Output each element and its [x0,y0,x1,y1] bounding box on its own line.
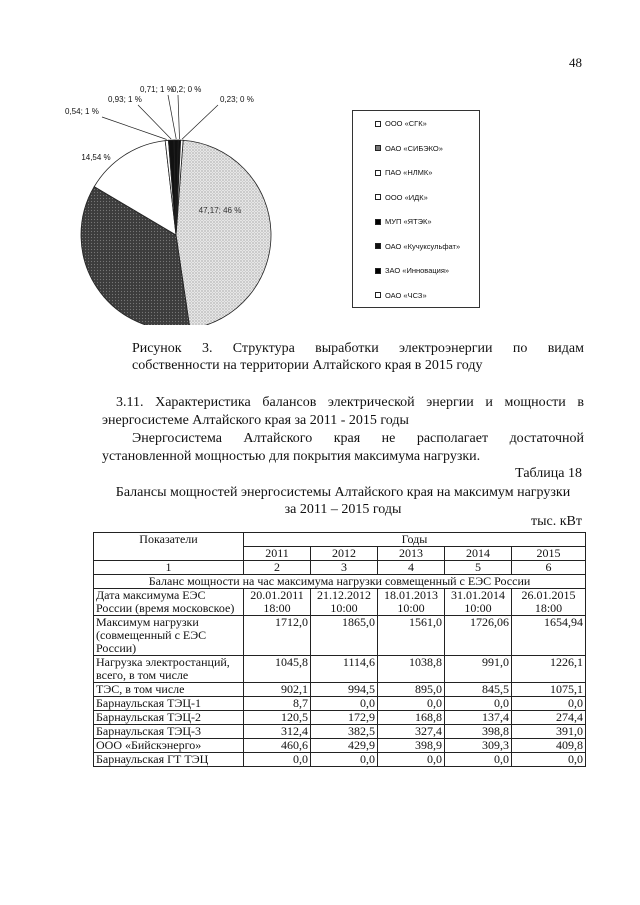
column-number: 4 [378,561,445,575]
legend-label: ОАО «СИБЭКО» [385,143,443,153]
legend-swatch [375,243,381,249]
table-row [94,725,586,739]
row-value: 0,0 [244,753,311,767]
slice-label: 0,2; 0 % [172,85,202,94]
row-value: 274,4 [512,711,586,725]
row-value: 994,5 [311,683,378,697]
row-value: 429,9 [311,739,378,753]
label-leader-line [138,105,171,139]
table-row [94,616,586,656]
row-label: Барнаульская ТЭЦ-1 [94,697,244,711]
table-row [94,656,586,683]
table-row [94,753,586,767]
figure-caption-line-2: собственности на территории Алтайского края в 2015 году [132,358,483,373]
row-value: 0,0 [445,753,512,767]
row-value: 902,1 [244,683,311,697]
legend-item [375,291,427,300]
table-header-row [94,533,586,547]
row-value: 120,5 [244,711,311,725]
slice-label: 0,54; 1 % [65,107,99,116]
row-value: 18.01.2013 10:00 [378,589,445,616]
row-value: 1045,8 [244,656,311,683]
row-label: Нагрузка электростанций, всего, в том числе [94,656,244,683]
header-years: Годы [244,533,586,547]
section-row-cell: Баланс мощности на час максимума нагрузки совмещенный с ЕЭС России [94,575,586,589]
legend-label: ООО «СГК» [385,119,427,128]
legend-item [375,144,443,153]
section-heading-line-2: энергосистеме Алтайского края за 2011 - 2015 годы [102,413,409,428]
row-value: 1114,6 [311,656,378,683]
row-value: 1726,06 [445,616,512,656]
legend-swatch [375,145,381,151]
column-number: 6 [512,561,586,575]
legend-swatch [375,219,381,225]
table-row [94,739,586,753]
legend-swatch [375,292,381,298]
row-label: Максимум нагрузки (совмещенный с ЕЭС России) [94,616,244,656]
legend-label: ООО «ИДК» [385,192,428,202]
row-value: 26.01.2015 18:00 [512,589,586,616]
row-value: 309,3 [445,739,512,753]
legend-item [375,119,427,128]
row-value: 21.12.2012 10:00 [311,589,378,616]
table-row [94,589,586,616]
row-value: 398,8 [445,725,512,739]
row-value: 172,9 [311,711,378,725]
row-value: 398,9 [378,739,445,753]
legend-label: ПАО «НЛМК» [385,168,433,177]
header-year-2012: 2012 [311,547,378,561]
paragraph-line-2: установленной мощностью для покрытия максимума нагрузки. [102,449,481,464]
header-year-2011: 2011 [244,547,311,561]
row-label: ООО «Бийскэнерго» [94,739,244,753]
header-indicator: Показатели [94,533,244,561]
row-value: 1654,94 [512,616,586,656]
page-number: 48 [569,55,582,70]
row-label: ТЭС, в том числе [94,683,244,697]
chart-legend [352,110,480,308]
balance-table [93,532,586,767]
row-value: 1561,0 [378,616,445,656]
row-value: 0,0 [311,753,378,767]
legend-item [375,242,460,251]
legend-swatch [375,121,381,127]
row-value: 0,0 [311,697,378,711]
row-label: Барнаульская ТЭЦ-2 [94,711,244,725]
column-number: 2 [244,561,311,575]
table-colnum-row [94,561,586,575]
legend-swatch [375,268,381,274]
row-value: 382,5 [311,725,378,739]
slice-label: 47,17; 46 % [198,206,242,215]
legend-item [375,168,432,177]
row-value: 31.01.2014 10:00 [445,589,512,616]
row-value: 327,4 [378,725,445,739]
legend-item [375,217,432,226]
table-row [94,683,586,697]
column-number: 5 [445,561,512,575]
row-value: 409,8 [512,739,586,753]
table-unit: тыс. кВт [531,514,582,529]
legend-swatch [375,170,381,176]
section-heading: 3.11. Характеристика балансов электрической энергии и мощности в [116,395,584,410]
slice-label: 0,93; 1 % [108,95,142,104]
legend-label: МУП «ЯТЭК» [385,217,432,226]
row-value: 0,0 [378,753,445,767]
row-value: 0,0 [445,697,512,711]
legend-item [375,193,428,202]
row-value: 391,0 [512,725,586,739]
column-number: 3 [311,561,378,575]
legend-swatch [375,194,381,200]
header-year-2015: 2015 [512,547,586,561]
label-leader-line [168,95,176,139]
row-value: 460,6 [244,739,311,753]
header-year-2014: 2014 [445,547,512,561]
row-value: 312,4 [244,725,311,739]
row-label: Дата максимума ЕЭС России (время московское) [94,589,244,616]
row-value: 1226,1 [512,656,586,683]
row-label: Барнаульская ТЭЦ-3 [94,725,244,739]
table-row [94,711,586,725]
row-value: 1865,0 [311,616,378,656]
pie-slice [176,140,271,325]
row-value: 0,0 [512,697,586,711]
row-value: 8,7 [244,697,311,711]
row-value: 20.01.2011 18:00 [244,589,311,616]
table-section-row [94,575,586,589]
row-value: 1038,8 [378,656,445,683]
legend-label: ЗАО «Инновация» [385,266,450,275]
table-label: Таблица 18 [515,466,582,481]
figure-caption: Рисунок 3. Структура выработки электроэнергии по видам [132,341,584,356]
slice-label: 14,54 % [81,153,111,162]
table-title-line-2: за 2011 – 2015 годы [284,502,402,517]
legend-label: ОАО «ЧСЗ» [385,290,427,300]
row-value: 168,8 [378,711,445,725]
legend-label: ОАО «Кучуксульфат» [385,241,461,251]
row-label: Барнаульская ГТ ТЭЦ [94,753,244,767]
row-value: 1075,1 [512,683,586,697]
row-value: 0,0 [512,753,586,767]
slice-label: 0,23; 0 % [220,95,254,104]
row-value: 0,0 [378,697,445,711]
slice-label: 0,71; 1 % [140,85,174,94]
column-number: 1 [94,561,244,575]
row-value: 845,5 [445,683,512,697]
table-title: Балансы мощностей энергосистемы Алтайского края на максимум нагрузки [115,485,571,500]
row-value: 1712,0 [244,616,311,656]
legend-item [375,266,449,275]
row-value: 137,4 [445,711,512,725]
label-leader-line [182,105,218,139]
label-leader-line [102,117,167,140]
row-value: 991,0 [445,656,512,683]
label-leader-line [178,95,180,139]
row-value: 895,0 [378,683,445,697]
table-row [94,697,586,711]
pie-chart [60,80,350,325]
paragraph-line-1: Энергосистема Алтайского края не располагает достаточной [132,431,584,446]
header-year-2013: 2013 [378,547,445,561]
